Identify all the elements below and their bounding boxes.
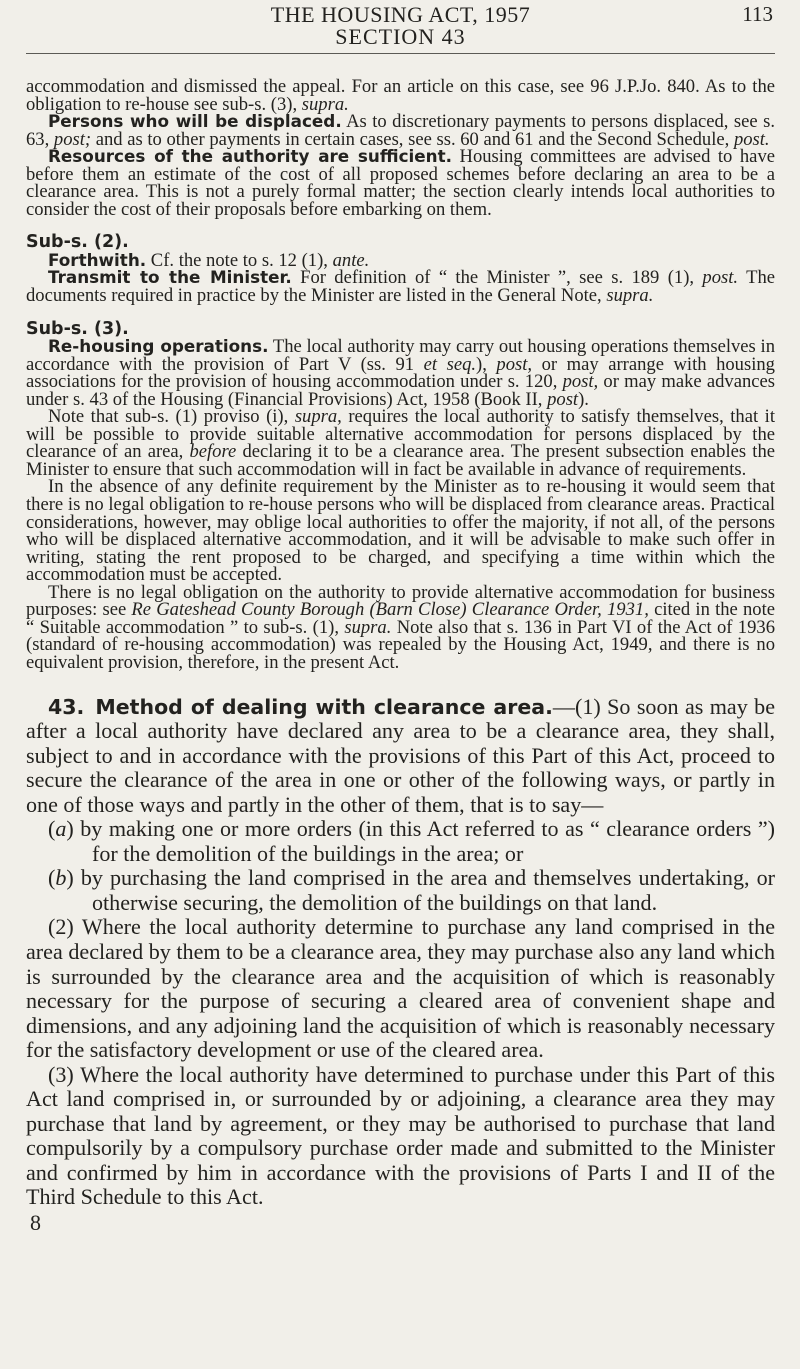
section-number: 43. — [48, 694, 85, 719]
text-run: Cf. the note to s. 12 (1), — [146, 249, 333, 271]
text-run: or may make advances under s. 43 of the Housing (Financial Provisions) Act, 1958 (Book II, — [26, 371, 775, 410]
text-run: requires the local authority to satisfy themselves, that it will be possible to provide suitable alternative accommodation for persons displaced by the clearance of an area, — [26, 406, 775, 463]
italic-text: supra. — [301, 93, 349, 115]
text-run: In the absence of any definite requirement by the Minister as to re-housing it would seem that there is no legal obligation to re-house persons who will be displaced from clearance areas. Practical considerations, however, may oblige local authorities to offer the majority, if not all, of the persons who will be displaced alternative accommodation, and it will be advisable to make such offer in writing, stating the rent proposed to be charged, and specifying a time within which the accommodation must be accepted. — [26, 476, 775, 586]
text-run: Housing committees are advised to have before them an estimate of the cost of all proposed schemes before declaring an area to be a clearance area. This is not a purely formal matter; the section clearly intends local authorities to consider the cost of their proposals before embarking on them. — [26, 146, 775, 220]
italic-text: post, — [562, 371, 599, 393]
text-run: ), — [476, 353, 497, 375]
page-number: 113 — [742, 2, 773, 26]
header-rule — [26, 53, 775, 54]
subsection-paragraph — [26, 1063, 775, 1210]
text-run: or may arrange with housing associations for the provision of housing accommodation under s. 120, — [26, 353, 775, 393]
italic-text: et seq. — [423, 353, 477, 375]
subsection-heading: Sub-s. (3). — [26, 318, 129, 339]
italic-text: post. — [702, 267, 739, 289]
annotations — [26, 78, 775, 672]
italic-text: post, — [496, 353, 533, 375]
text-run: There is no legal obligation on the authority to provide alternative accommodation for business purposes: see — [26, 581, 775, 621]
italic-text: post. — [733, 128, 770, 150]
text-run: As to discretionary payments to persons displaced, see s. 63, — [26, 111, 775, 150]
annotation-paragraph — [26, 78, 775, 113]
annotation-paragraph — [26, 267, 775, 307]
italic-text: supra. — [606, 285, 654, 307]
running-head-title: THE HOUSING ACT, 1957 — [270, 2, 531, 27]
signature-mark: 8 — [30, 1209, 41, 1235]
bold-heading: Forthwith. — [48, 249, 147, 270]
italic-text: post; — [53, 128, 92, 150]
section-list-item — [48, 866, 775, 915]
annotation-paragraph — [26, 581, 776, 673]
text-run: Note that sub-s. (1) proviso (i), — [48, 406, 295, 428]
text-run: declaring it to be a clearance area. The present subsection enables the Minister to ensure that such accommodation will in fact be available in advance of requirements. — [26, 441, 775, 480]
bold-heading: Resources of the authority are sufficient. — [48, 146, 452, 167]
text-run: Note also that s. 136 in Part VI of the Act of 1936 (standard of re-housing accommodation) was repealed by the Housing Act, 1949, and there is no equivalent provision, therefore, in the present Act. — [26, 616, 775, 673]
italic-text: supra. — [344, 616, 392, 638]
italic-text: before — [189, 441, 237, 463]
text-run: ( — [48, 865, 56, 891]
section-lead-paragraph — [26, 695, 775, 818]
running-head-section: SECTION 43 — [335, 24, 466, 49]
text-run: (3) Where the local authority have determined to purchase under this Part of this Act land comprised in, or surrounded by or adjoining, a clearance area they may purchase that land by agreement, or they may be authorised to purchase that land compulsorily by a compulsory purchase order made and submitted to the Minister and confirmed by him in accordance with the provisions of Parts I and II of the Third Schedule to this Act. — [26, 1061, 775, 1210]
italic-text: ante. — [332, 249, 370, 271]
annotation-paragraph — [26, 408, 775, 478]
section-title: Method of dealing with clearance area. — [95, 694, 553, 719]
annotation-paragraph — [26, 113, 775, 148]
italic-text: Re Gateshead County Borough (Barn Close) Clearance Order, 1931, — [131, 599, 649, 621]
italic-text: supra, — [294, 406, 342, 428]
italic-text: a — [55, 816, 67, 842]
text-run: cited in the note “ Suitable accommodation ” to sub-s. (1), — [26, 599, 776, 638]
annotation-paragraph — [26, 148, 775, 218]
text-run: and as to other payments in certain cases, see ss. 60 and 61 and the Second Schedule, — [91, 128, 734, 150]
text-run: accommodation and dismissed the appeal. For an article on this case, see 96 J.P.Jo. 840. As to the obligation to re-house see sub-s. (3), — [26, 76, 775, 115]
annotation-paragraph — [26, 476, 775, 586]
text-run: (2) Where the local authority determine to purchase any land comprised in the area declared by them to be a clearance area, they may purchase also any land which is surrounded by the clearance area and the acquisition of which is reasonably necessary for the purpose of securing a cleared area of convenient shape and dimensions, and any adjoining land the acquisition of which is reasonably necessary for the satisfactory development or use of the cleared area. — [26, 914, 775, 1063]
text-run: ) by purchasing the land comprised in the area and themselves undertaking, or otherwise securing, the demolition of the buildings on that land. — [66, 865, 775, 915]
text-run: ( — [48, 816, 56, 842]
italic-text: post — [547, 388, 579, 410]
section-list-item — [48, 817, 775, 866]
text-run: ) by making one or more orders (in this Act referred to as “ clearance orders ”) for the demolition of the buildings in the area; or — [66, 816, 775, 866]
text-run: ). — [578, 388, 589, 410]
spacer — [26, 218, 775, 234]
annotation-paragraph — [26, 338, 775, 408]
spacer — [26, 305, 775, 321]
text-run: The documents required in practice by the Minister are listed in the General Note, — [26, 267, 775, 307]
text-run: —(1) So soon as may be after a local authority have declared any area to be a clearance area, they shall, subject to and in accordance with the provisions of this Part of this Act, proceed to secure the clearance of the area in one or other of the following ways, or partly in one of those ways and partly in the other of them, that is to say— — [26, 693, 775, 817]
subsection-heading: Sub-s. (2). — [26, 232, 129, 253]
section-43 — [26, 695, 775, 1210]
bold-heading: Persons who will be displaced. — [48, 111, 342, 132]
text-run: The local authority may carry out housing operations themselves in accordance with the provision of Part V (ss. 91 — [26, 336, 775, 375]
text-run: For definition of “ the Minister ”, see s. 189 (1), — [291, 267, 703, 289]
subsection-paragraph — [26, 915, 775, 1062]
bold-heading: Transmit to the Minister. — [48, 267, 292, 288]
italic-text: b — [55, 865, 67, 891]
bold-heading: Re-housing operations. — [48, 336, 269, 357]
running-head — [26, 0, 775, 52]
